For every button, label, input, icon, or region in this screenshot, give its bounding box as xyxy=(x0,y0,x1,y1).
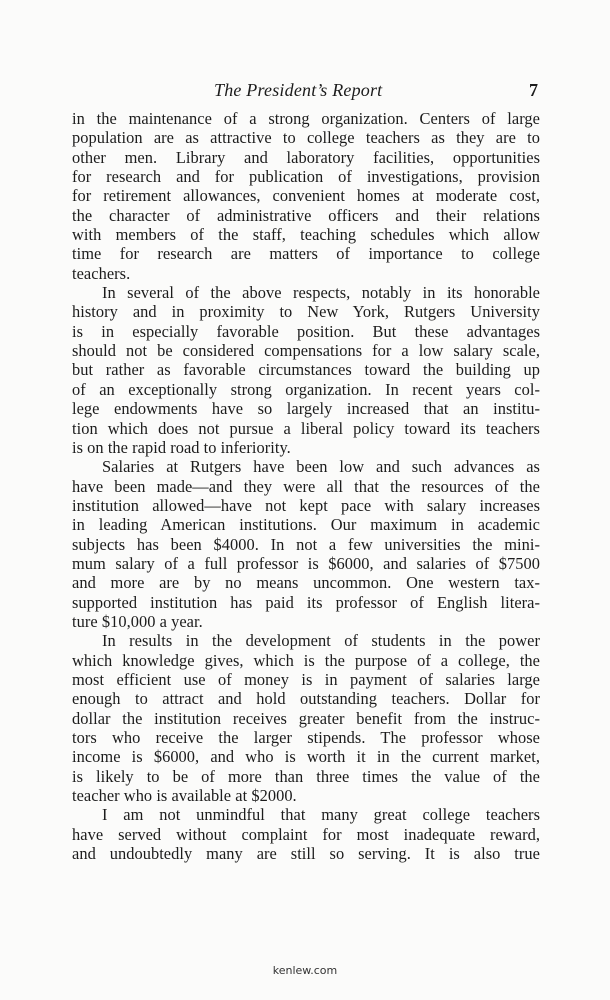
text-line: is likely to be of more than three times the value of the xyxy=(72,766,540,786)
text-line: income is $6000, and who is worth it in the current market, xyxy=(72,747,540,767)
text-line: Salaries at Rutgers have been low and such advances as xyxy=(102,457,540,477)
text-line: for retirement allowances, convenient homes at moderate cost, xyxy=(72,186,540,206)
text-line: time for research are matters of importance to college xyxy=(72,244,540,264)
text-line: In several of the above respects, notably in its honorable xyxy=(102,283,540,303)
body-text xyxy=(72,109,540,863)
text-line: most efficient use of money is in payment of salaries large xyxy=(72,669,540,689)
text-line: dollar the institution receives greater benefit from the instruc- xyxy=(72,708,540,728)
text-line: for research and for publication of investigations, provision xyxy=(72,167,540,187)
text-line: tors who receive the larger stipends. The professor whose xyxy=(72,728,540,747)
text-line: have served without complaint for most inadequate reward, xyxy=(72,824,540,844)
running-title: The President’s Report xyxy=(214,80,383,100)
text-line: supported institution has paid its professor of English litera- xyxy=(72,592,540,612)
text-line: of an exceptionally strong organization. In recent years col- xyxy=(72,379,540,399)
text-line: lege endowments have so largely increased that an institu- xyxy=(72,399,540,419)
text-line: I am not unmindful that many great college teachers xyxy=(102,805,540,825)
text-line: In results in the development of students in the power xyxy=(102,631,540,651)
text-line: mum salary of a full professor is $6000, and salaries of $7500 xyxy=(72,553,540,573)
text-line: is on the rapid road to inferiority. xyxy=(72,437,291,457)
text-line: subjects has been $4000. In not a few universities the mini- xyxy=(72,534,540,554)
text-line: in the maintenance of a strong organization. Centers of large xyxy=(72,109,540,128)
text-line: which knowledge gives, which is the purpose of a college, the xyxy=(72,650,540,670)
text-line: institution allowed—have not kept pace with salary increases xyxy=(72,495,540,515)
watermark-text: kenlew.com xyxy=(272,964,338,977)
text-line: in leading American institutions. Our maximum in academic xyxy=(72,515,540,535)
text-line: and undoubtedly many are still so serving. It is also true xyxy=(72,844,540,864)
text-line: tion which does not pursue a liberal policy toward its teachers xyxy=(72,418,540,438)
text-line: should not be considered compensations for a low salary scale, xyxy=(72,341,540,361)
text-line: population are as attractive to college teachers as they are to xyxy=(72,128,540,148)
text-line: teachers. xyxy=(72,263,131,283)
text-line: with members of the staff, teaching schedules which allow xyxy=(72,225,540,245)
text-line: teacher who is available at $2000. xyxy=(72,786,297,806)
text-line: other men. Library and laboratory facilities, opportunities xyxy=(72,147,540,167)
page-number: 7 xyxy=(529,80,538,100)
text-line: the character of administrative officers and their relations xyxy=(72,205,540,225)
text-line: history and in proximity to New York, Rutgers University xyxy=(72,302,540,322)
page-header xyxy=(72,80,540,104)
text-line: but rather as favorable circumstances toward the building up xyxy=(72,360,540,380)
text-line: is in especially favorable position. But these advantages xyxy=(72,321,540,341)
text-line: ture $10,000 a year. xyxy=(72,611,203,631)
text-line: have been made—and they were all that the resources of the xyxy=(72,476,540,496)
text-line: and more are by no means uncommon. One western tax- xyxy=(72,573,540,593)
text-line: enough to attract and hold outstanding teachers. Dollar for xyxy=(72,689,540,709)
